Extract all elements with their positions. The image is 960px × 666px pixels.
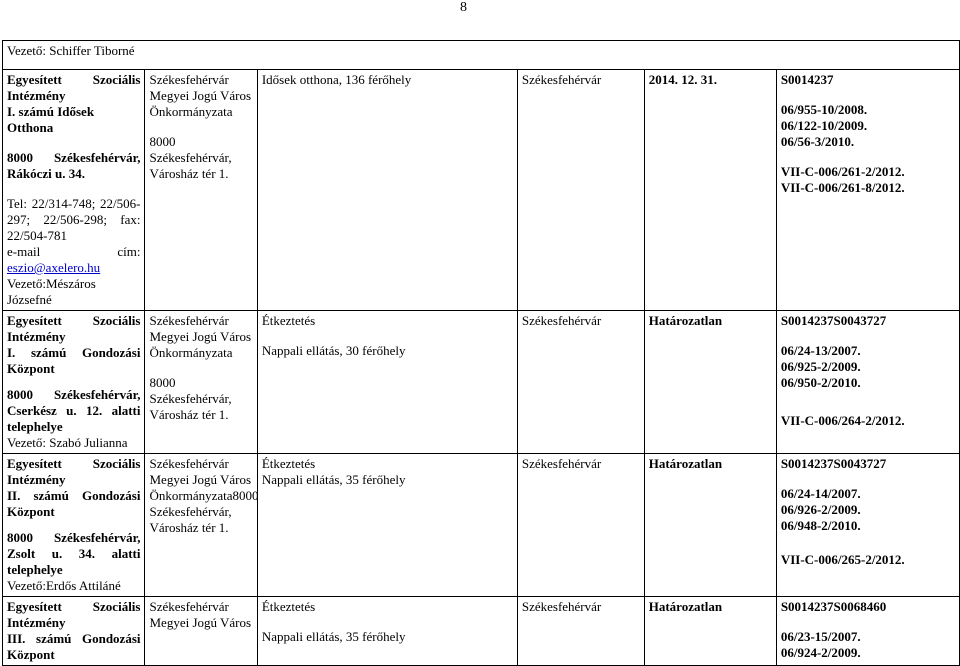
maintainer-name: Székesfehérvár — [149, 313, 229, 328]
maintainer-address: Székesfehérvár, — [149, 391, 232, 406]
maintainer-name: Önkormányzata — [149, 104, 233, 119]
maintainer-address: Városház tér 1. — [149, 166, 229, 181]
institution-name: Egyesített Szociális — [7, 313, 141, 328]
validity-cell — [644, 454, 776, 597]
maintainer-address: Városház tér 1. — [149, 520, 229, 535]
service-text: Étkeztetés — [261, 313, 316, 328]
validity-text: 2014. 12. 31. — [648, 72, 717, 87]
maintainer-name: Megyei Jogú Város — [149, 329, 252, 344]
institution-unit: Központ — [7, 361, 55, 376]
institution-address: Rákóczi u. 34. — [7, 166, 85, 181]
maintainer-address: Székesfehérvár, — [149, 150, 232, 165]
registration-cell — [776, 454, 959, 597]
maintainer-name: Önkormányzata — [149, 345, 233, 360]
registration-number: 06/950-2/2010. — [780, 375, 861, 390]
location-cell — [517, 70, 644, 311]
institution-address: Cserkész u. 12. alatti — [7, 403, 141, 418]
service-text: Étkeztetés — [261, 599, 316, 614]
service-text: Nappali ellátás, 35 férőhely — [261, 629, 406, 644]
leader-row — [3, 41, 960, 70]
registration-number: VII-C-006/261-8/2012. — [780, 180, 905, 195]
location-text: Székesfehérvár — [521, 72, 602, 87]
email-label — [7, 244, 140, 260]
registration-number: 06/924-2/2009. — [780, 645, 861, 660]
institution-cell — [3, 70, 145, 311]
registration-id: S0014237S0043727 — [780, 313, 887, 328]
service-text: Nappali ellátás, 35 férőhely — [261, 472, 406, 487]
institution-cell — [3, 311, 145, 454]
institution-name: Intézmény — [7, 615, 66, 630]
table-row — [3, 454, 960, 597]
registration-id: S0014237S0043727 — [780, 456, 887, 471]
registration-id: S0014237 — [780, 72, 834, 87]
table-row — [3, 597, 960, 666]
institution-address: 8000 Székesfehérvár, — [7, 387, 141, 402]
leader-cell — [3, 41, 960, 70]
institution-unit: II. számú Gondozási — [7, 488, 141, 503]
maintainer-name: Székesfehérvár — [149, 599, 229, 614]
service-cell — [257, 70, 517, 311]
institution-name: Intézmény — [7, 88, 66, 103]
institution-name: Egyesített Szociális — [7, 72, 141, 87]
maintainer-address: Székesfehérvár, — [149, 504, 232, 519]
registration-number: 06/24-13/2007. — [780, 343, 861, 358]
maintainer-address: 8000 — [149, 134, 176, 149]
registration-number: VII-C-006/264-2/2012. — [780, 413, 905, 428]
validity-cell — [644, 597, 776, 666]
institution-address: 8000 Székesfehérvár, — [7, 530, 141, 545]
institution-phone: 22/504-781 — [7, 228, 67, 243]
institution-address: 8000 Székesfehérvár, — [7, 150, 141, 165]
institution-leader: Vezető:Erdős Attiláné — [7, 578, 121, 593]
registration-number: 06/56-3/2010. — [780, 134, 855, 149]
leader-text: Vezető: Schiffer Tiborné — [7, 43, 135, 58]
institution-cell — [3, 597, 145, 666]
institution-phone: Tel: 22/314-748; 22/506- — [7, 196, 141, 211]
service-cell — [257, 311, 517, 454]
institution-leader: Vezető:Mészáros — [7, 276, 96, 291]
registration-number: 06/24-14/2007. — [780, 486, 861, 501]
maintainer-name: Önkormányzata8000 — [149, 488, 259, 503]
validity-text: Határozatlan — [648, 313, 723, 328]
institution-unit: I. számú Idősek Otthona — [7, 104, 95, 135]
maintainer-name: Megyei Jogú Város — [149, 472, 252, 487]
institution-leader: Vezető: Szabó Julianna — [7, 435, 128, 450]
location-text: Székesfehérvár — [521, 313, 602, 328]
validity-cell — [644, 70, 776, 311]
registration-id: S0014237S0068460 — [780, 599, 887, 614]
service-text: Étkeztetés — [261, 456, 316, 471]
location-cell — [517, 311, 644, 454]
maintainer-cell — [145, 311, 257, 454]
registration-number: 06/23-15/2007. — [780, 629, 861, 644]
table-row — [3, 311, 960, 454]
institution-address: telephelye — [7, 562, 63, 577]
maintainer-name: Megyei Jogú Város — [149, 88, 252, 103]
email-link[interactable]: eszio@axelero.hu — [7, 260, 101, 275]
email-label-text: cím: — [117, 244, 141, 259]
registration-number: 06/926-2/2009. — [780, 502, 861, 517]
institution-address: telephelye — [7, 419, 63, 434]
institution-name: Intézmény — [7, 472, 66, 487]
institution-phone: 297; 22/506-298; fax: — [7, 212, 141, 227]
location-text: Székesfehérvár — [521, 599, 602, 614]
institution-address: Zsolt u. 34. alatti — [7, 546, 141, 561]
institution-table — [2, 40, 960, 666]
institution-name: Intézmény — [7, 329, 66, 344]
maintainer-name: Székesfehérvár — [149, 72, 229, 87]
service-cell — [257, 597, 517, 666]
maintainer-cell — [145, 597, 257, 666]
institution-unit: III. számú Gondozási — [7, 631, 141, 646]
registration-number: 06/925-2/2009. — [780, 359, 861, 374]
location-text: Székesfehérvár — [521, 456, 602, 471]
validity-text: Határozatlan — [648, 599, 723, 614]
validity-text: Határozatlan — [648, 456, 723, 471]
registration-cell — [776, 70, 959, 311]
service-text: Idősek otthona, 136 férőhely — [261, 72, 412, 87]
service-cell — [257, 454, 517, 597]
maintainer-address: Városház tér 1. — [149, 407, 229, 422]
registration-number: 06/955-10/2008. — [780, 102, 868, 117]
institution-unit: I. számú Gondozási — [7, 345, 141, 360]
maintainer-address: 8000 — [149, 375, 176, 390]
table-row — [3, 70, 960, 311]
institution-name: Egyesített Szociális — [7, 456, 141, 471]
registration-number: VII-C-006/265-2/2012. — [780, 552, 905, 567]
registration-cell — [776, 597, 959, 666]
page-number: 8 — [460, 0, 467, 15]
institution-leader: Józsefné — [7, 292, 52, 307]
registration-number: VII-C-006/261-2/2012. — [780, 164, 905, 179]
maintainer-cell — [145, 70, 257, 311]
institution-unit: Központ — [7, 647, 55, 662]
maintainer-name: Megyei Jogú Város — [149, 615, 252, 630]
registration-cell — [776, 311, 959, 454]
institution-name: Egyesített Szociális — [7, 599, 141, 614]
registration-number: 06/122-10/2009. — [780, 118, 868, 133]
maintainer-cell — [145, 454, 257, 597]
location-cell — [517, 597, 644, 666]
institution-cell — [3, 454, 145, 597]
email-label-text: e-mail — [7, 244, 41, 259]
institution-unit: Központ — [7, 504, 55, 519]
maintainer-name: Székesfehérvár — [149, 456, 229, 471]
service-text: Nappali ellátás, 30 férőhely — [261, 343, 406, 358]
registration-number: 06/948-2/2010. — [780, 518, 861, 533]
location-cell — [517, 454, 644, 597]
validity-cell — [644, 311, 776, 454]
